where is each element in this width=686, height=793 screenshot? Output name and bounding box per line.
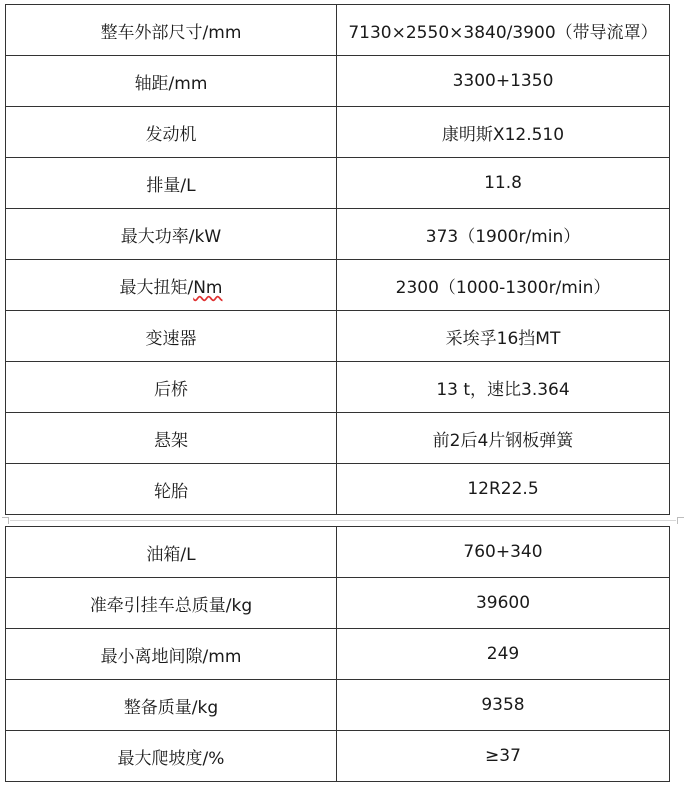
row-label: 悬架 [6,413,337,464]
row-value: 7130×2550×3840/3900（带导流罩） [337,5,670,56]
table-row [6,5,670,56]
row-label: 发动机 [6,107,337,158]
row-value: 373（1900r/min） [337,209,670,260]
spellcheck-flagged-text: Nm [193,277,223,298]
table-row [6,464,670,515]
row-value: 采埃孚16挡MT [337,311,670,362]
row-value: 2300（1000-1300r/min） [337,260,670,311]
spec-table-1 [5,4,670,515]
table-row [6,578,670,629]
table-row [6,56,670,107]
row-value: 13 t，速比3.364 [337,362,670,413]
row-label: 准牵引挂车总质量/kg [6,578,337,629]
row-label: 变速器 [6,311,337,362]
row-value: 11.8 [337,158,670,209]
row-label: 后桥 [6,362,337,413]
row-label: 轴距/mm [6,56,337,107]
row-value: 760+340 [337,527,670,578]
row-value: 康明斯X12.510 [337,107,670,158]
row-label [6,260,337,311]
row-value: 3300+1350 [337,56,670,107]
page-break-divider [0,517,686,523]
row-label-prefix: 最大扭矩/ [119,277,194,298]
row-label: 最大功率/kW [6,209,337,260]
table-row [6,629,670,680]
row-label: 最大爬坡度/% [6,731,337,782]
row-value: 前2后4片钢板弹簧 [337,413,670,464]
row-label: 油箱/L [6,527,337,578]
spec-table-2 [5,526,670,782]
row-label: 排量/L [6,158,337,209]
table-row [6,260,670,311]
row-value: 9358 [337,680,670,731]
page-break-line [10,520,676,521]
table-row [6,680,670,731]
row-value: 12R22.5 [337,464,670,515]
row-value: 39600 [337,578,670,629]
page-corner-mark-right [677,517,684,524]
row-value: ≥37 [337,731,670,782]
page-corner-mark-left [2,517,9,524]
row-label: 整车外部尺寸/mm [6,5,337,56]
table-row [6,731,670,782]
table-row [6,158,670,209]
row-label: 最小离地间隙/mm [6,629,337,680]
table-row [6,107,670,158]
row-label: 轮胎 [6,464,337,515]
table-row [6,209,670,260]
table-row [6,413,670,464]
table-row [6,311,670,362]
table-row [6,362,670,413]
row-value: 249 [337,629,670,680]
table-row [6,527,670,578]
row-label: 整备质量/kg [6,680,337,731]
